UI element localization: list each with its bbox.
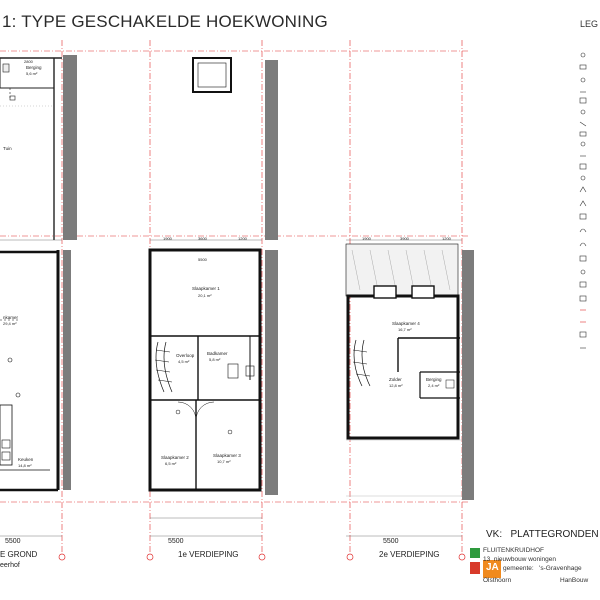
area-overloop: 4,5 m² <box>178 359 190 364</box>
area-badkamer: 5,8 m² <box>209 357 221 362</box>
ground-floor-sublabel: eerhof <box>0 562 20 569</box>
room-woonkamer: nkamer <box>3 315 19 320</box>
second-width-dim: 5500 <box>383 538 399 545</box>
developer-logo-red <box>470 562 480 574</box>
second-floor-plan <box>346 244 462 496</box>
project-name: FLUITENKRUIDHOF <box>483 547 545 554</box>
first-top-dim-3: 1200 <box>238 236 247 241</box>
room-tuin: Tuin <box>3 146 12 151</box>
first-inner-dim: 5500 <box>198 257 207 262</box>
municipality <box>503 566 582 573</box>
first-width-dim: 5500 <box>168 538 184 545</box>
area-slaapkamer-2: 6,5 m² <box>165 461 177 466</box>
ground-floor-label: E GROND <box>0 550 38 559</box>
roof-window-box <box>193 58 231 92</box>
room-slaapkamer-1: Slaapkamer 1 <box>192 286 220 291</box>
second-top-dim-1: 1900 <box>362 236 371 241</box>
area-slaapkamer-4: 16,7 m² <box>398 327 412 332</box>
housing-count-number: 13 <box>483 556 491 563</box>
municipality-label: gemeente: <box>503 565 534 572</box>
area-berging-second: 2,4 m² <box>428 383 440 388</box>
municipality-logo <box>470 548 480 558</box>
first-top-dim-1: 1900 <box>163 236 172 241</box>
builder-2: HanBouw <box>560 577 589 584</box>
developer-logo-text: JA <box>486 562 499 573</box>
area-berging-ground: 5,6 m² <box>26 71 38 76</box>
municipality-name: 's-Gravenhage <box>539 565 582 572</box>
room-berging-ground: Berging <box>26 65 42 70</box>
second-top-dim-2: 3900 <box>400 236 409 241</box>
room-zolder: Zolder <box>389 377 402 382</box>
second-floor-label: 2e VERDIEPING <box>379 550 440 559</box>
room-keuken: Keuken <box>18 457 34 462</box>
room-overloop: Overloop <box>176 353 195 358</box>
second-top-dim-3: 1200 <box>442 236 451 241</box>
first-top-dim-2: 3600 <box>198 236 207 241</box>
first-floor-label: 1e VERDIEPING <box>178 550 239 559</box>
title-block-prefix: VK: <box>486 529 503 540</box>
area-keuken: 14,8 m² <box>18 463 32 468</box>
area-slaapkamer-3: 10,7 m² <box>217 459 231 464</box>
title-block-title: PLATTEGRONDEN <box>510 529 599 540</box>
area-woonkamer: 29,4 m² <box>3 321 17 326</box>
legend-symbols <box>580 53 586 348</box>
room-badkamer: Badkamer <box>207 351 228 356</box>
ground-floor-plan <box>0 250 58 490</box>
builder-1: Olsthoorn <box>483 577 512 584</box>
housing-count-text: nieuwbouw woningen <box>493 556 557 563</box>
room-berging-second: Berging <box>426 377 442 382</box>
title-block-heading <box>486 530 599 540</box>
ground-top-dim: 2800 <box>24 59 33 64</box>
room-slaapkamer-3: Slaapkamer 3 <box>213 453 241 458</box>
ground-width-dim: 5500 <box>5 538 21 545</box>
room-slaapkamer-2: Slaapkamer 2 <box>161 455 189 460</box>
area-slaapkamer-1: 20,1 m² <box>198 293 212 298</box>
legend-title: LEG <box>580 19 599 29</box>
sheet-title: 1: TYPE GESCHAKELDE HOEKWONING <box>2 12 328 31</box>
room-slaapkamer-4: Slaapkamer 4 <box>392 321 420 326</box>
area-zolder: 12,8 m² <box>389 383 403 388</box>
